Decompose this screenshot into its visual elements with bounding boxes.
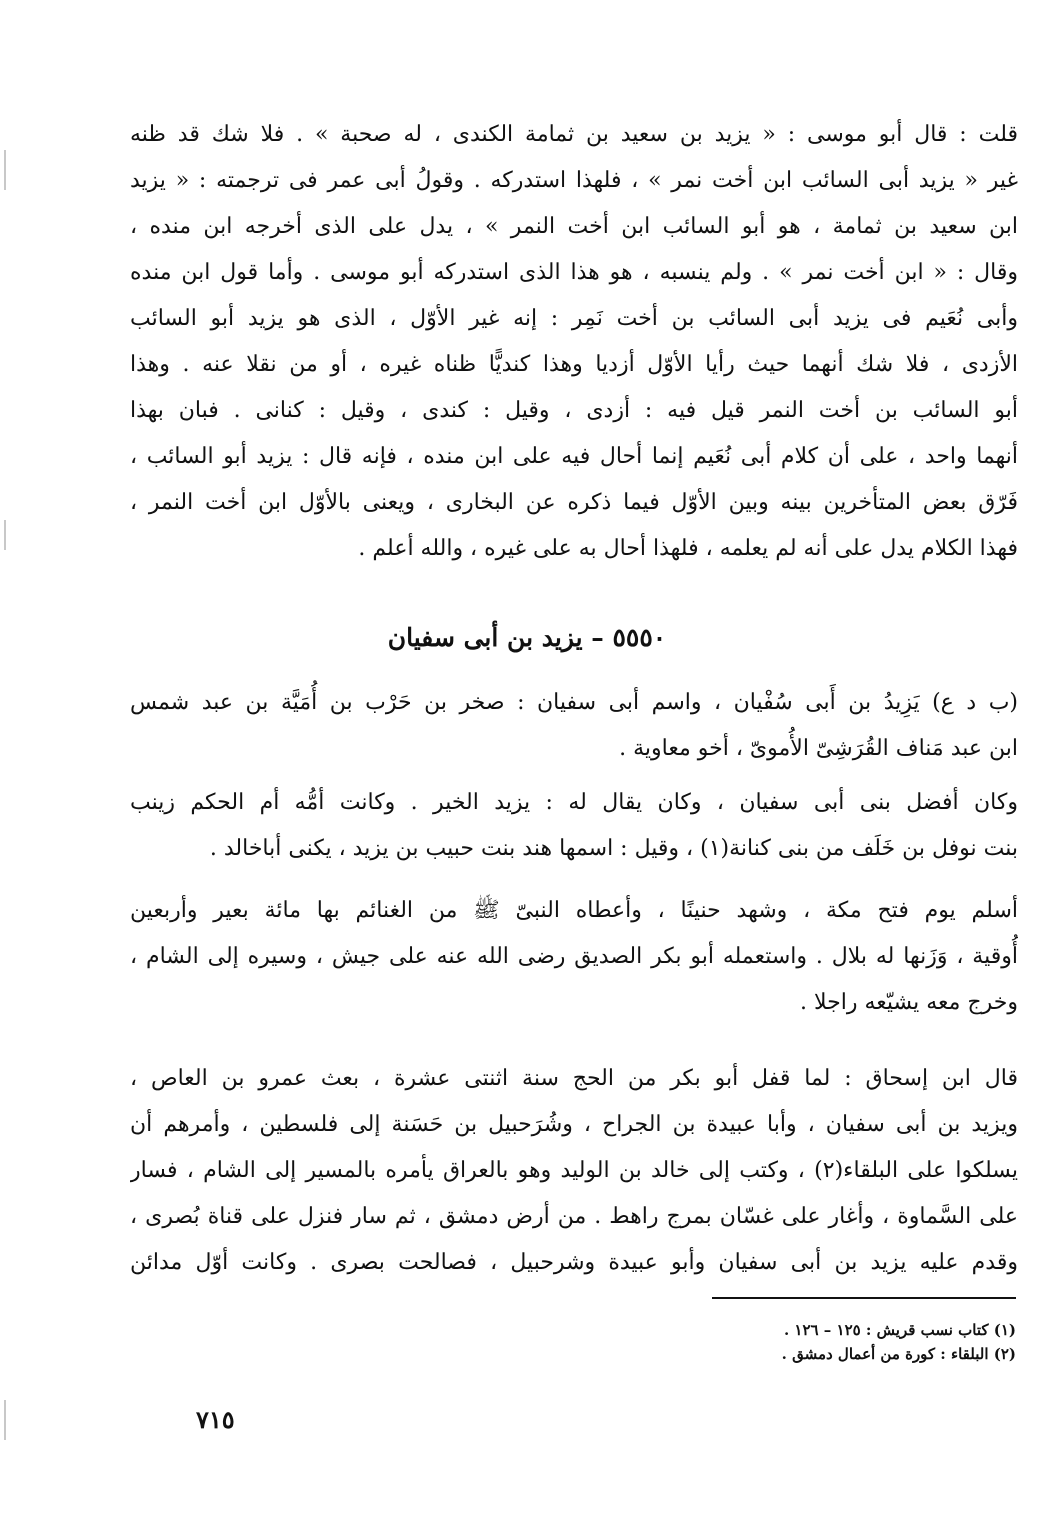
text-line: بنت نوفل بن خَلَف من بنى كنانة(١) ، وقيل : اسمها هند بنت حبيب بن يزيد ، يكنى أباخالد . (209, 836, 1018, 861)
scan-margin-mark (4, 1400, 6, 1440)
text-line: الأزدى ، فلا شك أنهما حيث رأيا الأوّل أزديا وهذا كنديًّا ظناه غيره ، أو من نقلا عنه . وهذا (130, 352, 1018, 377)
text-line: ابن سعيد بن ثمامة ، هو أبو السائب ابن أخت النمر » ، يدل على الذى أخرجه ابن منده ، (130, 214, 1018, 239)
text-line: قال ابن إسحاق : لما قفل أبو بكر من الحج سنة اثنتى عشرة ، بعث عمرو بن العاص ، (130, 1066, 1018, 1091)
footnote-1: (١) كتاب نسب قريش : ١٢٥ – ١٢٦ . (783, 1321, 1016, 1339)
text-line: أسلم يوم فتح مكة ، وشهد حنينًا ، وأعطاه النبىّ ﷺ من الغنائم بها مائة بعير وأربعين (130, 898, 1018, 923)
text-line: وقدم عليه يزيد بن أبى سفيان وأبو عبيدة وشرحبيل ، فصالحت بصرى . وكانت أوّل مدائن (130, 1250, 1018, 1275)
text-line: أبو السائب بن أخت النمر قيل فيه : أزدى ، وقيل : كندى ، وقيل : كنانى . فبان بهذا (130, 398, 1018, 423)
scan-margin-mark (4, 520, 6, 550)
text-line: وقال : « ابن أخت نمر » . ولم ينسبه ، هو هذا الذى استدركه أبو موسى . وأما قول ابن منده (130, 260, 1018, 285)
text-line: غير « يزيد أبى السائب ابن أخت نمر » ، فلهذا استدركه . وقولُ أبى عمر فى ترجمته : « يزيد (130, 168, 1018, 193)
paragraph-conversion (130, 888, 1018, 1026)
text-line: أُوقية ، وَزَنها له بلال . واستعمله أبو بكر الصديق رضى الله عنه على جيش ، وسيره إلى الشام ، (130, 944, 1018, 969)
footnote-divider (712, 1297, 1016, 1299)
text-line: فهذا الكلام يدل على أنه لم يعلمه ، فلهذا أحال به على غيره ، والله أعلم . (358, 536, 1018, 561)
text-line: ويزيد بن أبى سفيان ، وأبا عبيدة بن الجراح ، وشُرَحبيل بن حَسَنة إلى فلسطين ، وأمرهم أن (130, 1112, 1018, 1137)
entry-heading: ٥٥٥٠ – يزيد بن أبى سفيان (387, 623, 667, 652)
page-number: ٧١٥ (196, 1405, 235, 1434)
text-line: قلت : قال أبو موسى : « يزيد بن سعيد بن ثمامة الكندى ، له صحبة » . فلا شك قد ظنه (130, 122, 1018, 147)
text-line: ابن عبد مَناف القُرَشِىّ الأُموىّ ، أخو معاوية . (619, 736, 1018, 761)
paragraph-family (130, 780, 1018, 872)
text-line: وخرج معه يشيّعه راجلا . (800, 990, 1018, 1015)
text-line: أنهما واحد ، على أن كلام أبى نُعَيم إنما أحال فيه على ابن منده ، فإنه قال : يزيد أبو السائب ، (130, 444, 1018, 469)
text-line: يسلكوا على البلقاء(٢) ، وكتب إلى خالد بن الوليد وهو بالعراق يأمره بالمسير إلى الشام ، فسار (130, 1158, 1018, 1183)
paragraph-ibn-ishaq (130, 1056, 1018, 1286)
footnotes (600, 1318, 1016, 1366)
paragraph-commentary (130, 112, 1018, 572)
text-line: وكان أفضل بنى أبى سفيان ، وكان يقال له : يزيد الخير . وكانت أمُّه أم الحكم زينب (130, 790, 1018, 815)
paragraph-lineage (130, 680, 1018, 772)
text-line: على السَّماوة ، وأغار على غسّان بمرج راهط . من أرض دمشق ، ثم سار فنزل على قناة بُصرى ، (130, 1204, 1018, 1229)
text-line: فَرّق بعض المتأخرين بينه وبين الأوّل فيما ذكره عن البخارى ، ويعنى بالأوّل ابن أخت النمر ، (130, 490, 1018, 515)
text-line: (ب د ع) يَزِيدُ بن أَبى سُفْيان ، واسم أبى سفيان : صخر بن حَرْب بن أُمَيَّة بن عبد شمس (130, 690, 1018, 715)
scan-margin-mark (4, 150, 6, 190)
footnote-2: (٢) البلقاء : كورة من أعمال دمشق . (781, 1345, 1016, 1363)
text-line: وأبى نُعَيم فى يزيد أبى السائب بن أخت نَمِر : إنه غير الأوّل ، الذى هو يزيد أبو السائب (130, 306, 1018, 331)
